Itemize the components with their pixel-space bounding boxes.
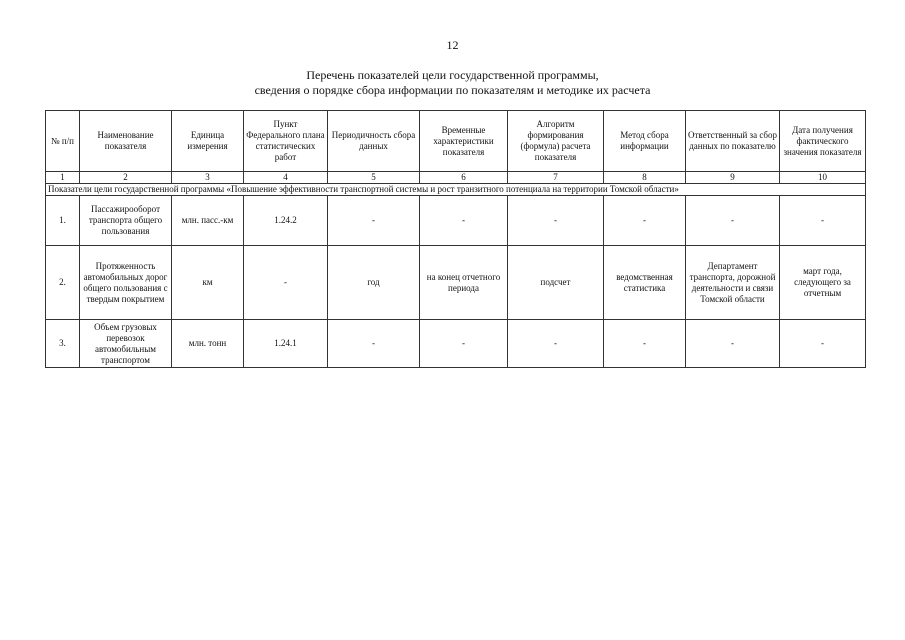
row-number: 1. (46, 196, 80, 246)
column-number: 6 (420, 172, 508, 184)
responsible-cell: - (686, 196, 780, 246)
plan-item-cell: 1.24.2 (244, 196, 328, 246)
table-row (46, 320, 866, 368)
title-line-2: сведения о порядке сбора информации по показателям и методике их расчета (254, 83, 651, 97)
unit-cell: млн. тонн (172, 320, 244, 368)
header-row (46, 111, 866, 172)
column-number: 10 (780, 172, 866, 184)
unit-cell: млн. пасс.-км (172, 196, 244, 246)
date-cell: март года, следующего за отчетным (780, 246, 866, 320)
header-cell-responsible: Ответственный за сбор данных по показателю (686, 111, 780, 172)
header-cell-method: Метод сбора информации (604, 111, 686, 172)
periodicity-cell: - (328, 320, 420, 368)
page-number: 12 (446, 38, 459, 52)
column-number: 9 (686, 172, 780, 184)
algorithm-cell: - (508, 320, 604, 368)
indicator-name: Пассажирооборот транспорта общего пользования (80, 196, 172, 246)
method-cell: ведомственная статистика (604, 246, 686, 320)
table-row (46, 246, 866, 320)
column-numbers-row (46, 172, 866, 184)
column-number: 8 (604, 172, 686, 184)
header-cell-num: № п/п (46, 111, 80, 172)
column-number: 7 (508, 172, 604, 184)
header-cell-time-char: Временные характеристики показателя (420, 111, 508, 172)
row-number: 2. (46, 246, 80, 320)
indicators-table (45, 110, 866, 368)
section-row (46, 184, 866, 196)
header-cell-name: Наименование показателя (80, 111, 172, 172)
algorithm-cell: подсчет (508, 246, 604, 320)
header-cell-date: Дата получения фактического значения показателя (780, 111, 866, 172)
time-char-cell: - (420, 320, 508, 368)
date-cell: - (780, 196, 866, 246)
header-cell-algorithm: Алгоритм формирования (формула) расчета показателя (508, 111, 604, 172)
document-title (0, 68, 905, 98)
header-cell-plan-item: Пункт Федерального плана статистических работ (244, 111, 328, 172)
unit-cell: км (172, 246, 244, 320)
periodicity-cell: - (328, 196, 420, 246)
table-row (46, 196, 866, 246)
section-title: Показатели цели государственной программы «Повышение эффективности транспортной системы и рост транзитного потенциала на территории Томской области» (46, 184, 866, 196)
column-number: 5 (328, 172, 420, 184)
column-number: 1 (46, 172, 80, 184)
method-cell: - (604, 320, 686, 368)
header-cell-unit: Единица измерения (172, 111, 244, 172)
periodicity-cell: год (328, 246, 420, 320)
date-cell: - (780, 320, 866, 368)
indicator-name: Протяженность автомобильных дорог общего пользования с твердым покрытием (80, 246, 172, 320)
indicator-name: Объем грузовых перевозок автомобильным транспортом (80, 320, 172, 368)
time-char-cell: - (420, 196, 508, 246)
plan-item-cell: 1.24.1 (244, 320, 328, 368)
title-line-1: Перечень показателей цели государственной программы, (306, 68, 599, 82)
method-cell: - (604, 196, 686, 246)
column-number: 4 (244, 172, 328, 184)
plan-item-cell: - (244, 246, 328, 320)
responsible-cell: - (686, 320, 780, 368)
header-cell-periodicity: Периодичность сбора данных (328, 111, 420, 172)
column-number: 2 (80, 172, 172, 184)
responsible-cell: Департамент транспорта, дорожной деятельности и связи Томской области (686, 246, 780, 320)
column-number: 3 (172, 172, 244, 184)
time-char-cell: на конец отчетного периода (420, 246, 508, 320)
algorithm-cell: - (508, 196, 604, 246)
row-number: 3. (46, 320, 80, 368)
